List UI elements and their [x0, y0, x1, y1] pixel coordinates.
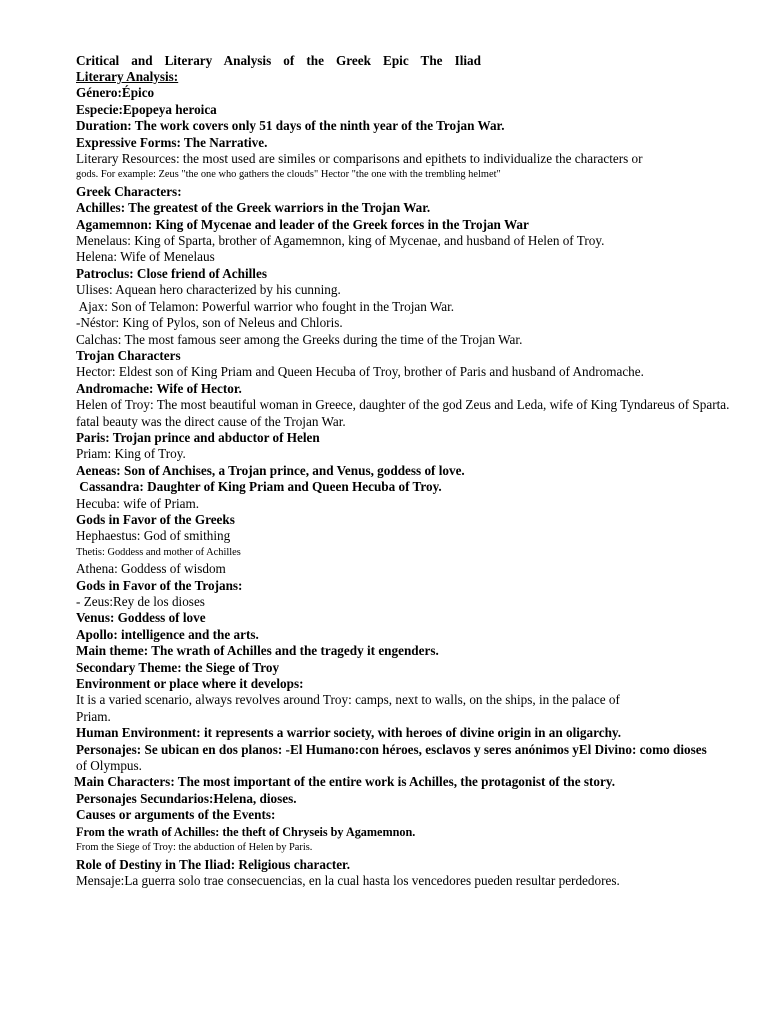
text-line: Causes or arguments of the Events: — [76, 807, 276, 823]
text-line: Role of Destiny in The Iliad: Religious character. — [76, 856, 350, 872]
text-line: Venus: Goddess of love — [76, 610, 206, 626]
text-line: Literary Resources: the most used are similes or comparisons and epithets to individualize the characters or — [76, 151, 643, 167]
text-line: Mensaje:La guerra solo trae consecuencias, en la cual hasta los vencedores pueden resultar perdedores. — [76, 872, 620, 888]
document-body — [76, 69, 746, 889]
text-line: Priam: King of Troy. — [76, 446, 186, 462]
text-line: Athena: Goddess of wisdom — [76, 561, 226, 577]
text-line: Agamemnon: King of Mycenae and leader of the Greek forces in the Trojan War — [76, 216, 529, 232]
text-line: Aeneas: Son of Anchises, a Trojan prince, and Venus, goddess of love. — [76, 462, 465, 478]
text-line: Main Characters: The most important of the entire work is Achilles, the protagonist of the story. — [74, 774, 616, 790]
text-line: Literary Analysis: — [76, 69, 179, 84]
text-line: Hector: Eldest son of King Priam and Queen Hecuba of Troy, brother of Paris and husband of Andromache. — [76, 364, 644, 380]
text-line: gods. For example: Zeus "the one who gathers the clouds" Hector "the one with the trembling helmet" — [76, 169, 501, 181]
text-line: of Olympus. — [76, 758, 142, 774]
text-line: Cassandra: Daughter of King Priam and Queen Hecuba of Troy. — [76, 479, 442, 495]
text-line: Trojan Characters — [76, 347, 181, 363]
text-line: Gods in Favor of the Trojans: — [76, 577, 243, 593]
text-line: Ulises: Aquean hero characterized by his cunning. — [76, 282, 341, 298]
text-line: fatal beauty was the direct cause of the Trojan War. — [76, 413, 346, 429]
document-title: Critical and Literary Analysis of the Greek Epic The Iliad — [76, 53, 481, 68]
text-line: Hephaestus: God of smithing — [76, 528, 231, 544]
text-line: Helen of Troy: The most beautiful woman in Greece, daughter of the god Zeus and Leda, wife of King Tyndareus of Sparta. — [76, 397, 730, 413]
text-line: It is a varied scenario, always revolves around Troy: camps, next to walls, on the ships, in the palace of — [76, 692, 620, 708]
document-page — [76, 52, 746, 889]
text-line: Ajax: Son of Telamon: Powerful warrior who fought in the Trojan War. — [76, 298, 455, 314]
text-line: Thetis: Goddess and mother of Achilles — [76, 546, 241, 558]
text-line: Personajes: Se ubican en dos planos: -El Humano:con héroes, esclavos y seres anónimos yEl Divino: como dioses — [76, 741, 707, 757]
text-line: Greek Characters: — [76, 183, 182, 199]
text-line: Achilles: The greatest of the Greek warriors in the Trojan War. — [76, 200, 431, 216]
text-line: Human Environment: it represents a warrior society, with heroes of divine origin in an oligarchy. — [76, 725, 622, 741]
text-line: -Néstor: King of Pylos, son of Neleus and Chloris. — [76, 315, 343, 331]
text-line: From the wrath of Achilles: the theft of Chryseis by Agamemnon. — [76, 824, 416, 839]
text-line: Patroclus: Close friend of Achilles — [76, 265, 267, 281]
text-line: Apollo: intelligence and the arts. — [76, 626, 259, 642]
text-line: Género:Épico — [76, 85, 155, 101]
text-line: Secondary Theme: the Siege of Troy — [76, 659, 280, 675]
text-line: Priam. — [76, 708, 111, 724]
text-line: From the Siege of Troy: the abduction of Helen by Paris. — [76, 842, 313, 854]
text-line: Expressive Forms: The Narrative. — [76, 134, 268, 150]
text-line: Helena: Wife of Menelaus — [76, 249, 215, 265]
text-line: - Zeus:Rey de los dioses — [76, 594, 205, 609]
text-line: Paris: Trojan prince and abductor of Helen — [76, 429, 320, 445]
text-line: Gods in Favor of the Greeks — [76, 511, 235, 527]
text-line: Especie:Epopeya heroica — [76, 101, 217, 117]
text-line: Andromache: Wife of Hector. — [76, 380, 242, 396]
text-line: Menelaus: King of Sparta, brother of Agamemnon, king of Mycenae, and husband of Helen of Troy. — [76, 233, 605, 249]
text-line: Main theme: The wrath of Achilles and the tragedy it engenders. — [76, 643, 439, 659]
text-line: Environment or place where it develops: — [76, 676, 304, 692]
text-line: Personajes Secundarios:Helena, dioses. — [76, 790, 297, 806]
text-line: Calchas: The most famous seer among the Greeks during the time of the Trojan War. — [76, 331, 523, 347]
text-line: Duration: The work covers only 51 days of the ninth year of the Trojan War. — [76, 118, 505, 134]
text-line: Hecuba: wife of Priam. — [76, 495, 200, 511]
